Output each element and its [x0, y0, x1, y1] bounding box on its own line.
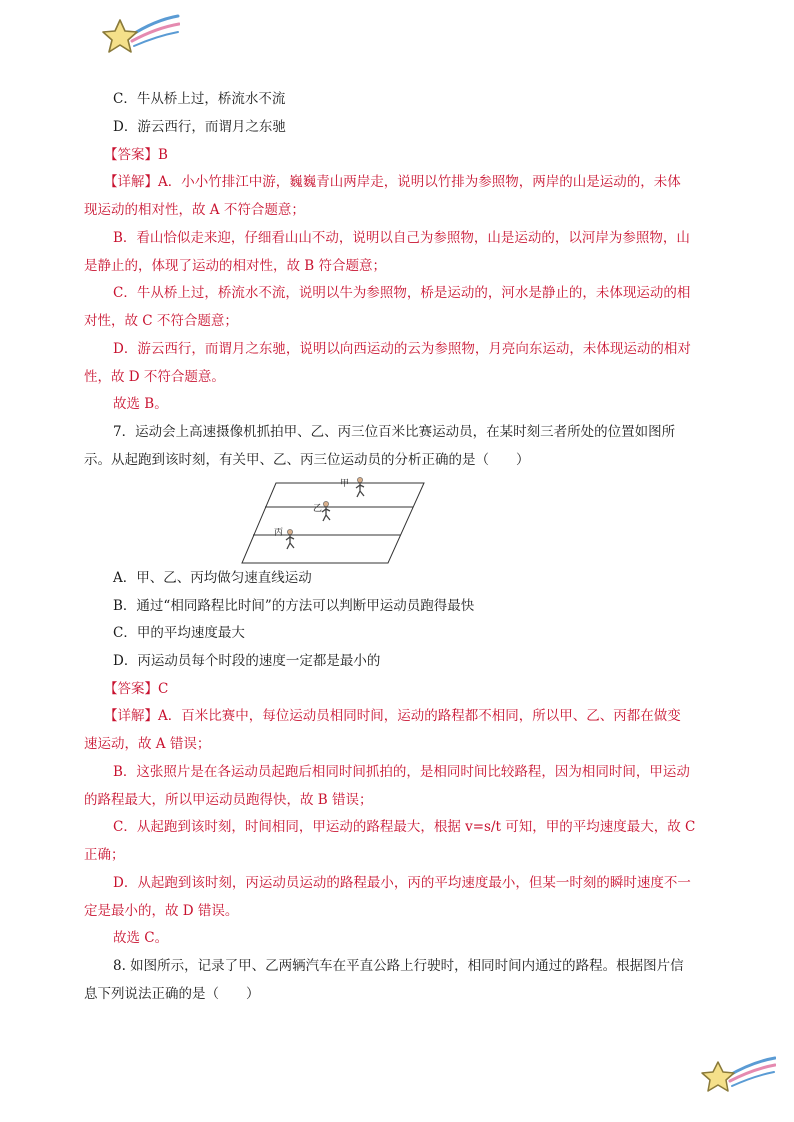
text-line: 【答案】B	[104, 147, 168, 163]
text-line: 速运动，故 A 错误；	[84, 736, 211, 752]
text-line: 8. 如图所示，记录了甲、乙两辆汽车在平直公路上行驶时，相同时间内通过的路程。根据图片信	[113, 958, 684, 974]
text-line: C．从起跑到该时刻，时间相同，甲运动的路程最大，根据 v=s/t 可知，甲的平均速度最大，故 C	[113, 819, 696, 835]
text-line: D．游云西行，而谓月之东驰	[113, 119, 286, 135]
text-line: B．这张照片是在各运动员起跑后相同时间抓拍的，是相同时间比较路程，因为相同时间，甲运动	[113, 764, 690, 780]
text-line: 是静止的，体现了运动的相对性，故 B 符合题意；	[84, 258, 387, 274]
runner-label-yi: 乙	[313, 504, 323, 514]
text-line: 示。从起跑到该时刻，有关甲、乙、丙三位运动员的分析正确的是（ ）	[84, 452, 530, 468]
text-line: D．丙运动员每个时段的速度一定都是最小的	[113, 653, 381, 669]
text-line: 定是最小的，故 D 错误。	[84, 903, 239, 919]
text-line: C．牛从桥上过，桥流水不流，说明以牛为参照物，桥是运动的，河水是静止的，未体现运动的相	[113, 285, 691, 301]
text-line: 故选 C。	[113, 930, 169, 946]
text-line: 7．运动会上高速摄像机抓拍甲、乙、丙三位百米比赛运动员，在某时刻三者所处的位置如图所	[113, 424, 676, 440]
runner-jia-icon	[356, 477, 364, 497]
text-line: A．甲、乙、丙均做匀速直线运动	[113, 570, 312, 586]
text-line: 的路程最大，所以甲运动员跑得快，故 B 错误；	[84, 792, 373, 808]
text-line: 【详解】A．小小竹排江中游，巍巍青山两岸走，说明以竹排为参照物，两岸的山是运动的，未体	[104, 174, 681, 190]
shooting-star-icon	[700, 1056, 776, 1096]
text-line: 故选 B。	[113, 396, 168, 412]
text-line: 正确；	[84, 847, 125, 863]
text-line: 现运动的相对性，故 A 不符合题意；	[84, 202, 305, 218]
runner-label-jia: 甲	[340, 479, 350, 489]
text-line: B．通过“相同路程比时间”的方法可以判断甲运动员跑得最快	[113, 598, 475, 614]
race-track-figure	[240, 475, 426, 567]
runner-label-bing: 丙	[274, 528, 284, 538]
text-line: 对性，故 C 不符合题意；	[84, 313, 238, 329]
text-line: B．看山恰似走来迎，仔细看山山不动，说明以自己为参照物，山是运动的，以河岸为参照物，山	[113, 230, 690, 246]
text-line: 性，故 D 不符合题意。	[84, 369, 225, 385]
text-line: D．游云西行，而谓月之东驰，说明以向西运动的云为参照物，月亮向东运动，未体现运动的相对	[113, 341, 691, 357]
text-line: 【详解】A．百米比赛中，每位运动员相同时间，运动的路程都不相同，所以甲、乙、丙都在做变	[104, 708, 681, 724]
runner-yi-icon	[322, 501, 330, 521]
text-line: 息下列说法正确的是（ ）	[84, 986, 260, 1002]
text-line: D．从起跑到该时刻，丙运动员运动的路程最小，丙的平均速度最小，但某一时刻的瞬时速度不一	[113, 875, 691, 891]
shooting-star-icon	[100, 14, 180, 58]
runner-bing-icon	[286, 529, 294, 549]
text-line: C．牛从桥上过，桥流水不流	[113, 91, 286, 107]
text-line: 【答案】C	[104, 681, 169, 697]
text-line: C．甲的平均速度最大	[113, 625, 245, 641]
